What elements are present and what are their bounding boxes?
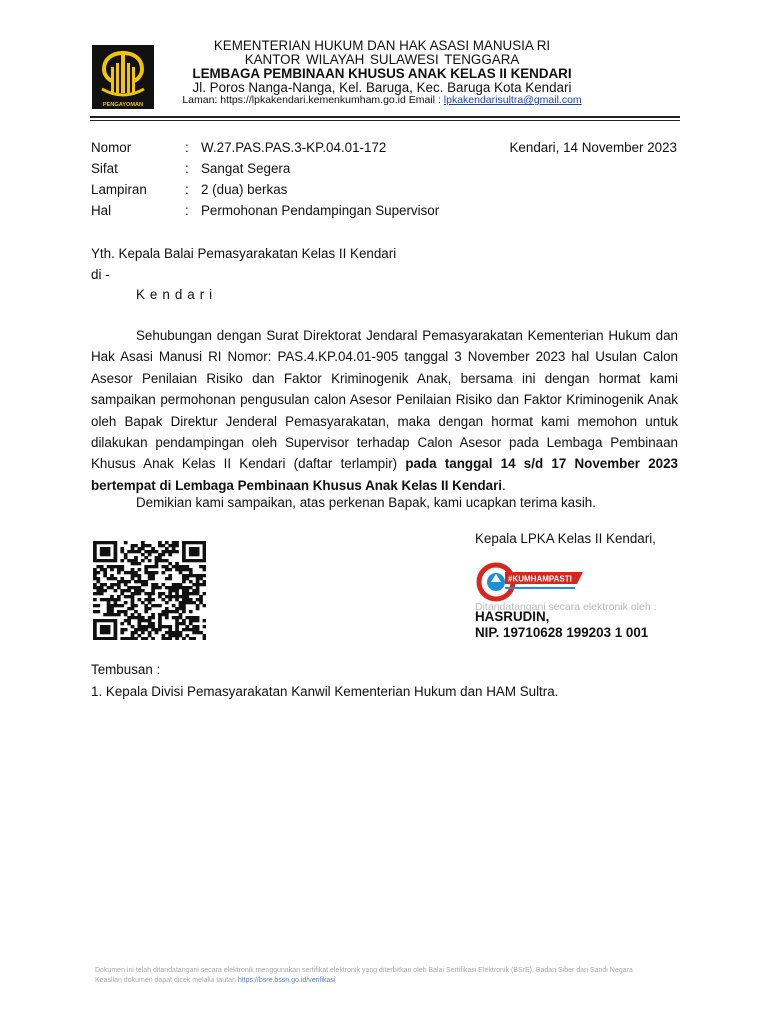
logo-caption: PENGAYOMAN (102, 102, 144, 108)
addressee-line: Yth. Kepala Balai Pemasyarakatan Kelas II Kendari (91, 246, 397, 261)
verify-link[interactable]: https://bsre.bssn.go.id/verifikasi (237, 977, 336, 984)
institution-contact (160, 94, 604, 106)
kumhampasti-logo-icon (475, 560, 585, 606)
body-text-bold: pada tanggal 14 s/d 17 November 2023 bertempat di Lembaga Pembinaan Khusus Anak Kelas II Kendari (91, 456, 678, 493)
ministry-name: KEMENTERIAN HUKUM DAN HAK ASASI MANUSIA RI (213, 38, 551, 53)
signatory-title: Kepala LPKA Kelas II Kendari, (475, 531, 656, 546)
institution-address: Jl. Poros Nanga-Nanga, Kel. Baruga, Kec. Baruga Kota Kendari (192, 80, 572, 95)
footer-line (95, 976, 675, 986)
meta-label: Nomor (91, 140, 132, 155)
esign-footer (95, 966, 675, 986)
letterhead-rule-thick (90, 116, 680, 118)
stamp-text: #KUMHAMPASTI (508, 574, 572, 584)
meta-separator: : (185, 161, 189, 176)
cc-list-item: 1. Kepala Divisi Pemasyarakatan Kanwil Kementerian Hukum dan HAM Sultra. (91, 684, 559, 699)
meta-row-attachment (91, 179, 681, 200)
meta-separator: : (185, 203, 189, 218)
letterhead-rule-thin (90, 120, 680, 121)
meta-value: Permohonan Pendampingan Supervisor (201, 203, 440, 218)
body-text-end: . (502, 477, 506, 493)
body-paragraph (91, 325, 678, 496)
addressee-city: Kendari (136, 287, 218, 302)
meta-value: 2 (dua) berkas (201, 182, 288, 197)
email-link[interactable]: lpkakendarisultra@gmail.com (443, 94, 582, 106)
letter-date: Kendari, 14 November 2023 (509, 140, 677, 155)
meta-row-subject (91, 200, 681, 221)
footer-verify-label: Keaslian dokumen dapat dicek melalui tautan (95, 977, 238, 984)
institution-name: LEMBAGA PEMBINAAN KHUSUS ANAK KELAS II KENDARI (192, 66, 572, 81)
signatory-nip: NIP. 19710628 199203 1 001 (475, 625, 649, 640)
pengayoman-emblem-icon (92, 45, 154, 109)
website-label: Laman: https://lpkakendari.kemenkumham.go.id Email : (182, 94, 444, 106)
regional-office-name: KANTOR WILAYAH SULAWESI TENGGARA (244, 52, 520, 67)
meta-row-nature (91, 158, 681, 179)
meta-label: Sifat (91, 161, 118, 176)
meta-separator: : (185, 140, 189, 155)
qr-code-icon (93, 541, 206, 640)
signatory-name: HASRUDIN, (475, 609, 550, 624)
footer-line: Dokumen ini telah ditandatangani secara elektronik menggunakan sertifikat elektronik yang diterbitkan oleh Balai Sertifikasi Elektronik (BSrE), Badan Siber dan Sandi Negara (95, 967, 633, 974)
meta-value: Sangat Segera (201, 161, 291, 176)
meta-separator: : (185, 182, 189, 197)
closing-sentence: Demikian kami sampaikan, atas perkenan Bapak, kami ucapkan terima kasih. (136, 495, 596, 510)
addressee-prefix: di - (91, 267, 110, 282)
cc-heading: Tembusan : (91, 662, 161, 677)
body-text-regular: Sehubungan dengan Surat Direktorat Jendaral Pemasyarakatan Kementerian Hukum dan Hak Asasi Manusi RI Nomor: PAS.4.KP.04.01-905 tanggal 3 November 2023 hal Usulan Calon Asesor Penilaian Risiko dan Faktor Kriminogenik Anak, bersama ini dengan hormat kami sampaikan permohonan pengusulan calon Asesor Penilaian Risiko dan Faktor Kriminogenik Anak oleh Bapak Direktur Jenderal Pemasyarakatan, maka dengan hormat kami memohon untuk dilakukan pendampingan oleh Supervisor terhadap Calon Asesor pada Lembaga Pembinaan Khusus Anak Kelas II Kendari (daftar terlampir) (91, 328, 678, 472)
meta-label: Lampiran (91, 182, 147, 197)
meta-label: Hal (91, 203, 112, 218)
esign-note: Ditandatangani secara elektronik oleh : (475, 601, 657, 613)
meta-value: W.27.PAS.PAS.3-KP.04.01-172 (201, 140, 387, 155)
